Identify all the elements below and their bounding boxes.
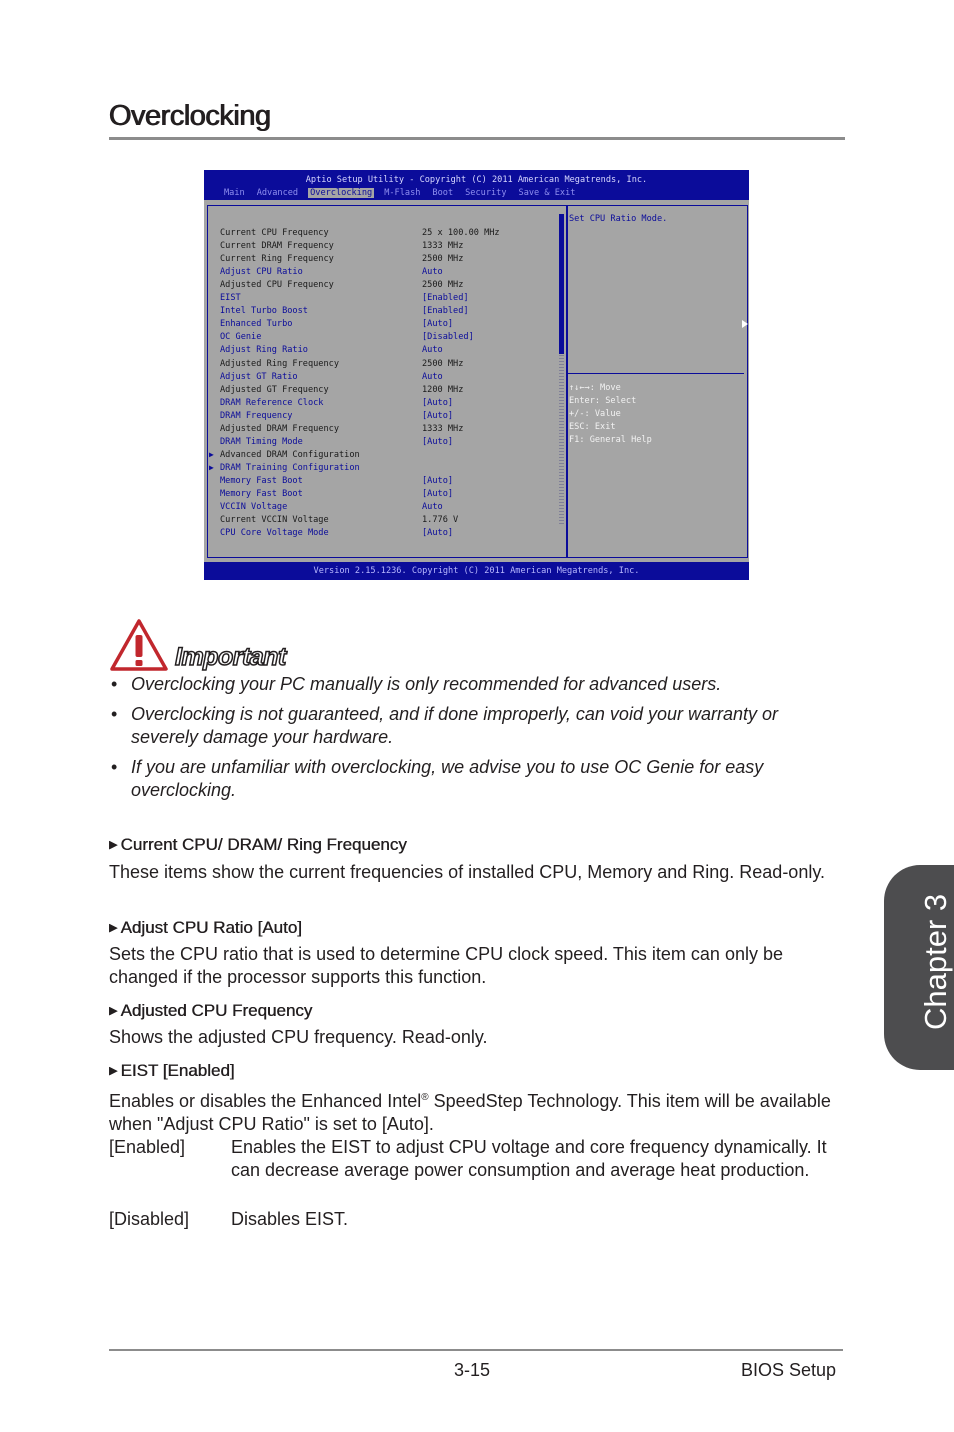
bios-setting-label: CPU Core Voltage Mode bbox=[220, 528, 329, 539]
bios-setting-value[interactable]: Auto bbox=[422, 371, 443, 382]
bios-utility-title: Aptio Setup Utility - Copyright (C) 2011 American Megatrends, Inc. bbox=[305, 175, 648, 185]
body-text: Enables or disables the Enhanced Intel bbox=[109, 1091, 422, 1111]
bios-setting-value[interactable]: [Auto] bbox=[422, 319, 454, 330]
section-title: Adjusted CPU Frequency bbox=[120, 1001, 313, 1020]
bios-screenshot bbox=[204, 170, 749, 580]
section-heading bbox=[109, 835, 407, 855]
important-bullets bbox=[109, 673, 839, 809]
option-key: [Enabled] bbox=[109, 1137, 186, 1157]
bios-setting-value[interactable]: [Auto] bbox=[422, 489, 454, 499]
bios-setting-label: Adjusted GT Frequency bbox=[220, 384, 329, 395]
registered-mark: ® bbox=[421, 1092, 429, 1103]
bios-setting-value[interactable]: Auto bbox=[422, 267, 443, 278]
list-item bbox=[109, 756, 839, 802]
bios-tab-boot[interactable]: Boot bbox=[432, 188, 454, 198]
bios-setting-value: 2500 MHz bbox=[422, 358, 464, 369]
bios-setting-value: 2500 MHz bbox=[422, 254, 464, 265]
bios-setting-label: DRAM Frequency bbox=[220, 410, 293, 421]
bios-tab-overclocking[interactable]: Overclocking bbox=[310, 188, 373, 198]
section-body: Sets the CPU ratio that is used to determine CPU clock speed. This item can only be changed if the processor supports this function. bbox=[109, 944, 783, 987]
section-title: EIST [Enabled] bbox=[120, 1061, 235, 1080]
bios-help-text: Set CPU Ratio Mode. bbox=[569, 214, 668, 224]
section-heading bbox=[109, 918, 302, 938]
bullet-text: Overclocking is not guaranteed, and if done improperly, can void your warranty or severely damage your hardware. bbox=[131, 704, 778, 747]
bios-tab-m-flash[interactable]: M-Flash bbox=[384, 188, 421, 198]
section-heading bbox=[109, 1061, 235, 1081]
bios-setting-label: Memory Fast Boot bbox=[220, 476, 303, 486]
bios-key-move: ↑↓←→: Move bbox=[569, 383, 621, 393]
section-heading bbox=[109, 1001, 312, 1021]
bios-tab-main[interactable]: Main bbox=[224, 188, 245, 198]
bios-setting-value[interactable]: [Disabled] bbox=[422, 332, 474, 343]
bios-setting-label: Current DRAM Frequency bbox=[220, 241, 334, 251]
bios-panel-divider bbox=[566, 206, 568, 557]
bios-setting-value[interactable]: [Auto] bbox=[422, 410, 454, 421]
bios-setting-value: 1333 MHz bbox=[422, 423, 464, 434]
bullet-text: If you are unfamiliar with overclocking, we advise you to use OC Genie for easy overclocking. bbox=[131, 757, 764, 800]
bios-setting-value[interactable]: [Auto] bbox=[422, 476, 454, 486]
bios-setting-label: Adjust CPU Ratio bbox=[220, 267, 303, 278]
bios-setting-value[interactable]: [Enabled] bbox=[422, 293, 469, 304]
bios-tab-save-exit[interactable]: Save & Exit bbox=[518, 188, 576, 198]
bios-tab-bar bbox=[222, 188, 585, 198]
triangle-bullet-icon: ▶ bbox=[109, 922, 118, 934]
bios-setting-value[interactable]: Auto bbox=[422, 345, 443, 356]
submenu-arrow-icon: ▶ bbox=[209, 449, 214, 459]
bios-setting-label: Advanced DRAM Configuration bbox=[220, 449, 360, 460]
bios-setting-value: 2500 MHz bbox=[422, 280, 464, 291]
bios-tab-security[interactable]: Security bbox=[465, 188, 507, 198]
mouse-cursor-icon bbox=[742, 320, 748, 328]
bios-help-divider bbox=[568, 373, 744, 374]
important-label: Important bbox=[175, 643, 286, 671]
footer-rule bbox=[109, 1349, 843, 1351]
bios-setting-label: VCCIN Voltage bbox=[220, 502, 288, 513]
chapter-label: Chapter 3 bbox=[918, 893, 953, 1030]
title-rule bbox=[109, 137, 845, 140]
bios-setting-label: EIST bbox=[220, 293, 241, 304]
bios-key-select: Enter: Select bbox=[569, 396, 637, 406]
bios-setting-label: Adjusted Ring Frequency bbox=[220, 358, 339, 369]
bios-setting-value[interactable]: [Auto] bbox=[422, 528, 454, 539]
triangle-bullet-icon: ▶ bbox=[109, 1065, 118, 1077]
list-item bbox=[109, 673, 839, 696]
bios-setting-label: DRAM Reference Clock bbox=[220, 397, 324, 408]
bios-setting-value[interactable]: Auto bbox=[422, 502, 443, 513]
bios-setting-label: Adjust Ring Ratio bbox=[220, 345, 308, 356]
bios-setting-label: Adjusted CPU Frequency bbox=[220, 280, 334, 291]
warning-triangle-icon bbox=[108, 617, 170, 678]
bios-tab-advanced[interactable]: Advanced bbox=[256, 188, 299, 198]
section-title: Adjust CPU Ratio [Auto] bbox=[120, 918, 302, 937]
bios-key-value: +/-: Value bbox=[569, 409, 621, 419]
page-number: 3-15 bbox=[454, 1360, 491, 1380]
bios-key-help bbox=[569, 382, 652, 447]
bios-setting-label: DRAM Timing Mode bbox=[220, 436, 303, 447]
bios-key-help: F1: General Help bbox=[569, 435, 652, 445]
bios-setting-label: DRAM Training Configuration bbox=[220, 462, 360, 473]
bullet-dot: • bbox=[111, 757, 118, 777]
bios-setting-value: 1200 MHz bbox=[422, 384, 464, 395]
option-key: [Disabled] bbox=[109, 1209, 190, 1229]
section-body bbox=[109, 1086, 844, 1136]
page-title: Overclocking bbox=[109, 100, 271, 132]
bios-setting-label: Adjusted DRAM Frequency bbox=[220, 423, 339, 434]
option-description: Disables EIST. bbox=[231, 1209, 349, 1229]
section-body: Shows the adjusted CPU frequency. Read-only. bbox=[109, 1027, 488, 1047]
triangle-bullet-icon: ▶ bbox=[109, 839, 118, 851]
bios-setting-label: Current CPU Frequency bbox=[220, 228, 329, 238]
bios-setting-label: OC Genie bbox=[220, 332, 262, 343]
section-body: These items show the current frequencies of installed CPU, Memory and Ring. Read-only. bbox=[109, 862, 825, 882]
option-description: Enables the EIST to adjust CPU voltage and core frequency dynamically. It can decrease average power consumption and average heat production. bbox=[231, 1137, 827, 1180]
bios-setting-value: 1.776 V bbox=[422, 515, 459, 526]
triangle-bullet-icon: ▶ bbox=[109, 1005, 118, 1017]
bios-setting-value[interactable]: [Enabled] bbox=[422, 306, 469, 317]
bios-setting-label: Current VCCIN Voltage bbox=[220, 515, 329, 526]
bios-setting-label: Adjust GT Ratio bbox=[220, 371, 298, 382]
bios-setting-value: 1333 MHz bbox=[422, 241, 464, 251]
section-title: Current CPU/ DRAM/ Ring Frequency bbox=[120, 835, 407, 854]
bullet-dot: • bbox=[111, 704, 118, 724]
footer-section-title: BIOS Setup bbox=[741, 1360, 837, 1380]
bullet-text: Overclocking your PC manually is only recommended for advanced users. bbox=[131, 674, 722, 694]
submenu-arrow-icon: ▶ bbox=[209, 462, 214, 472]
bios-version: Version 2.15.1236. Copyright (C) 2011 American Megatrends, Inc. bbox=[313, 566, 640, 576]
bios-setting-label: Current Ring Frequency bbox=[220, 254, 334, 265]
bios-setting-label: Memory Fast Boot bbox=[220, 489, 303, 499]
bios-setting-label: Enhanced Turbo bbox=[220, 319, 293, 330]
bios-setting-value[interactable]: [Auto] bbox=[422, 436, 454, 447]
bios-setting-label: Intel Turbo Boost bbox=[220, 306, 308, 317]
bullet-dot: • bbox=[111, 674, 118, 694]
bios-key-exit: ESC: Exit bbox=[569, 422, 616, 432]
bios-scrollbar-thumb[interactable] bbox=[559, 214, 564, 354]
bios-setting-value[interactable]: [Auto] bbox=[422, 397, 454, 408]
body-text: SpeedStep Technology. This item will be available when "Adjust CPU Ratio" is set to [Auto]. bbox=[109, 1091, 831, 1134]
list-item bbox=[109, 703, 839, 749]
bios-setting-value: 25 x 100.00 MHz bbox=[422, 228, 500, 238]
